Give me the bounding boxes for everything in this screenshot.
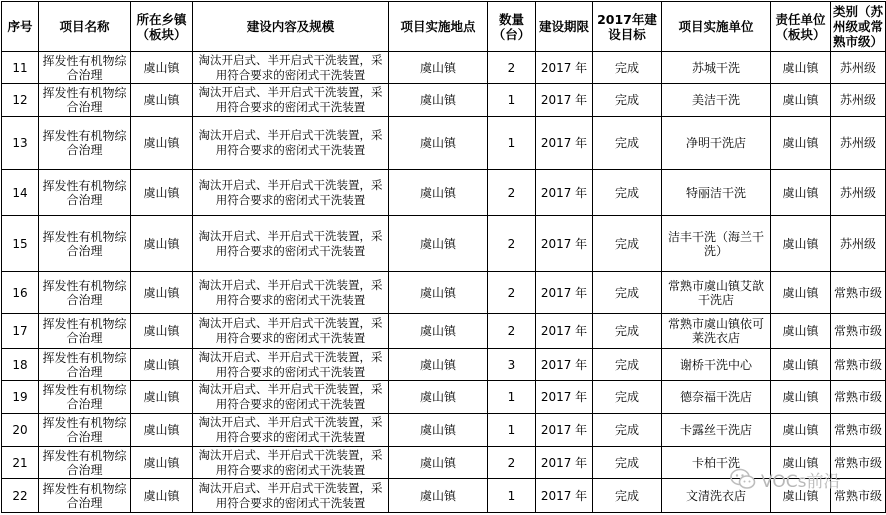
cell-unit: 净明干洗店	[662, 117, 771, 170]
cell-qty: 1	[488, 84, 536, 117]
cell-period: 2017 年	[536, 349, 593, 381]
header-cell: 2017年建设目标	[593, 2, 662, 52]
header-row	[2, 2, 886, 52]
cell-no: 21	[2, 447, 39, 479]
cell-target: 完成	[593, 314, 662, 349]
cell-unit: 文清洗衣店	[662, 479, 771, 513]
cell-qty: 2	[488, 314, 536, 349]
cell-period: 2017 年	[536, 170, 593, 216]
cell-content: 淘汰开启式、半开启式干洗装置，采用符合要求的密闭式干洗装置	[193, 117, 389, 170]
cell-qty: 2	[488, 216, 536, 272]
cell-target: 完成	[593, 381, 662, 414]
cell-target: 完成	[593, 414, 662, 447]
project-table	[1, 1, 886, 513]
table-body	[2, 52, 886, 513]
cell-name: 挥发性有机物综合治理	[39, 170, 131, 216]
cell-resp: 虞山镇	[771, 272, 831, 314]
cell-content: 淘汰开启式、半开启式干洗装置，采用符合要求的密闭式干洗装置	[193, 447, 389, 479]
cell-qty: 3	[488, 349, 536, 381]
cell-town: 虞山镇	[131, 381, 193, 414]
cell-unit: 德奈福干洗店	[662, 381, 771, 414]
cell-resp: 虞山镇	[771, 216, 831, 272]
cell-name: 挥发性有机物综合治理	[39, 381, 131, 414]
table-row	[2, 414, 886, 447]
cell-no: 19	[2, 381, 39, 414]
cell-town: 虞山镇	[131, 479, 193, 513]
table-row	[2, 381, 886, 414]
cell-content: 淘汰开启式、半开启式干洗装置，采用符合要求的密闭式干洗装置	[193, 349, 389, 381]
header-cell: 责任单位（板块）	[771, 2, 831, 52]
table-row	[2, 314, 886, 349]
cell-target: 完成	[593, 52, 662, 84]
header-cell: 所在乡镇（板块）	[131, 2, 193, 52]
cell-qty: 2	[488, 52, 536, 84]
cell-target: 完成	[593, 479, 662, 513]
cell-qty: 1	[488, 381, 536, 414]
cell-resp: 虞山镇	[771, 479, 831, 513]
cell-resp: 虞山镇	[771, 170, 831, 216]
cell-town: 虞山镇	[131, 117, 193, 170]
cell-content: 淘汰开启式、半开启式干洗装置，采用符合要求的密闭式干洗装置	[193, 170, 389, 216]
cell-location: 虞山镇	[389, 447, 488, 479]
cell-town: 虞山镇	[131, 272, 193, 314]
cell-unit: 常熟市虞山镇依可莱洗衣店	[662, 314, 771, 349]
header-cell: 项目实施地点	[389, 2, 488, 52]
cell-qty: 1	[488, 479, 536, 513]
table-row	[2, 479, 886, 513]
cell-name: 挥发性有机物综合治理	[39, 314, 131, 349]
cell-location: 虞山镇	[389, 479, 488, 513]
cell-no: 15	[2, 216, 39, 272]
cell-level: 常熟市级	[831, 381, 886, 414]
cell-no: 17	[2, 314, 39, 349]
cell-name: 挥发性有机物综合治理	[39, 272, 131, 314]
cell-no: 22	[2, 479, 39, 513]
cell-level: 常熟市级	[831, 349, 886, 381]
cell-level: 常熟市级	[831, 272, 886, 314]
cell-target: 完成	[593, 117, 662, 170]
cell-content: 淘汰开启式、半开启式干洗装置，采用符合要求的密闭式干洗装置	[193, 479, 389, 513]
cell-period: 2017 年	[536, 216, 593, 272]
cell-name: 挥发性有机物综合治理	[39, 479, 131, 513]
cell-location: 虞山镇	[389, 314, 488, 349]
table-row	[2, 216, 886, 272]
cell-qty: 2	[488, 272, 536, 314]
cell-name: 挥发性有机物综合治理	[39, 447, 131, 479]
cell-location: 虞山镇	[389, 414, 488, 447]
cell-resp: 虞山镇	[771, 84, 831, 117]
cell-level: 常熟市级	[831, 447, 886, 479]
cell-content: 淘汰开启式、半开启式干洗装置，采用符合要求的密闭式干洗装置	[193, 314, 389, 349]
cell-resp: 虞山镇	[771, 52, 831, 84]
cell-resp: 虞山镇	[771, 117, 831, 170]
table-row	[2, 117, 886, 170]
cell-name: 挥发性有机物综合治理	[39, 52, 131, 84]
cell-location: 虞山镇	[389, 349, 488, 381]
cell-qty: 1	[488, 117, 536, 170]
cell-content: 淘汰开启式、半开启式干洗装置，采用符合要求的密闭式干洗装置	[193, 414, 389, 447]
cell-location: 虞山镇	[389, 381, 488, 414]
header-cell: 项目名称	[39, 2, 131, 52]
cell-target: 完成	[593, 84, 662, 117]
cell-name: 挥发性有机物综合治理	[39, 84, 131, 117]
table-row	[2, 170, 886, 216]
cell-level: 常熟市级	[831, 414, 886, 447]
cell-unit: 常熟市虞山镇艾歆干洗店	[662, 272, 771, 314]
cell-town: 虞山镇	[131, 447, 193, 479]
cell-location: 虞山镇	[389, 216, 488, 272]
cell-name: 挥发性有机物综合治理	[39, 216, 131, 272]
cell-town: 虞山镇	[131, 314, 193, 349]
cell-period: 2017 年	[536, 381, 593, 414]
cell-unit: 谢桥干洗中心	[662, 349, 771, 381]
table-row	[2, 52, 886, 84]
cell-period: 2017 年	[536, 84, 593, 117]
cell-no: 14	[2, 170, 39, 216]
cell-town: 虞山镇	[131, 414, 193, 447]
cell-target: 完成	[593, 272, 662, 314]
cell-period: 2017 年	[536, 414, 593, 447]
cell-location: 虞山镇	[389, 170, 488, 216]
cell-unit: 卡柏干洗	[662, 447, 771, 479]
cell-resp: 虞山镇	[771, 381, 831, 414]
cell-unit: 苏城干洗	[662, 52, 771, 84]
cell-name: 挥发性有机物综合治理	[39, 117, 131, 170]
table-row	[2, 84, 886, 117]
cell-target: 完成	[593, 170, 662, 216]
cell-name: 挥发性有机物综合治理	[39, 349, 131, 381]
cell-level: 苏州级	[831, 84, 886, 117]
cell-period: 2017 年	[536, 314, 593, 349]
cell-level: 常熟市级	[831, 314, 886, 349]
cell-content: 淘汰开启式、半开启式干洗装置，采用符合要求的密闭式干洗装置	[193, 52, 389, 84]
cell-content: 淘汰开启式、半开启式干洗装置，采用符合要求的密闭式干洗装置	[193, 84, 389, 117]
cell-location: 虞山镇	[389, 84, 488, 117]
header-cell: 项目实施单位	[662, 2, 771, 52]
cell-level: 苏州级	[831, 117, 886, 170]
cell-unit: 洁丰干洗（海兰干洗）	[662, 216, 771, 272]
cell-target: 完成	[593, 447, 662, 479]
cell-qty: 2	[488, 447, 536, 479]
cell-target: 完成	[593, 216, 662, 272]
table-row	[2, 447, 886, 479]
cell-location: 虞山镇	[389, 52, 488, 84]
cell-qty: 2	[488, 170, 536, 216]
cell-no: 11	[2, 52, 39, 84]
cell-resp: 虞山镇	[771, 349, 831, 381]
cell-no: 13	[2, 117, 39, 170]
cell-resp: 虞山镇	[771, 414, 831, 447]
cell-content: 淘汰开启式、半开启式干洗装置，采用符合要求的密闭式干洗装置	[193, 216, 389, 272]
cell-no: 12	[2, 84, 39, 117]
cell-level: 常熟市级	[831, 479, 886, 513]
cell-qty: 1	[488, 414, 536, 447]
cell-content: 淘汰开启式、半开启式干洗装置，采用符合要求的密闭式干洗装置	[193, 381, 389, 414]
cell-town: 虞山镇	[131, 349, 193, 381]
table-row	[2, 349, 886, 381]
cell-period: 2017 年	[536, 272, 593, 314]
cell-period: 2017 年	[536, 447, 593, 479]
table-row	[2, 272, 886, 314]
cell-unit: 特丽洁干洗	[662, 170, 771, 216]
cell-level: 苏州级	[831, 170, 886, 216]
header-cell: 序号	[2, 2, 39, 52]
cell-name: 挥发性有机物综合治理	[39, 414, 131, 447]
header-cell: 建设期限	[536, 2, 593, 52]
cell-town: 虞山镇	[131, 216, 193, 272]
cell-level: 苏州级	[831, 216, 886, 272]
header-cell: 类别（苏州级或常熟市级）	[831, 2, 886, 52]
cell-location: 虞山镇	[389, 117, 488, 170]
cell-resp: 虞山镇	[771, 314, 831, 349]
header-cell: 建设内容及规模	[193, 2, 389, 52]
cell-no: 20	[2, 414, 39, 447]
header-cell: 数量（台）	[488, 2, 536, 52]
cell-town: 虞山镇	[131, 52, 193, 84]
cell-resp: 虞山镇	[771, 447, 831, 479]
cell-no: 16	[2, 272, 39, 314]
cell-town: 虞山镇	[131, 84, 193, 117]
cell-unit: 美洁干洗	[662, 84, 771, 117]
watermark-text: VOCs前沿	[761, 471, 841, 492]
cell-unit: 卡露丝干洗店	[662, 414, 771, 447]
cell-town: 虞山镇	[131, 170, 193, 216]
cell-period: 2017 年	[536, 117, 593, 170]
cell-period: 2017 年	[536, 479, 593, 513]
cell-no: 18	[2, 349, 39, 381]
cell-target: 完成	[593, 349, 662, 381]
cell-period: 2017 年	[536, 52, 593, 84]
cell-content: 淘汰开启式、半开启式干洗装置，采用符合要求的密闭式干洗装置	[193, 272, 389, 314]
cell-location: 虞山镇	[389, 272, 488, 314]
cell-level: 苏州级	[831, 52, 886, 84]
